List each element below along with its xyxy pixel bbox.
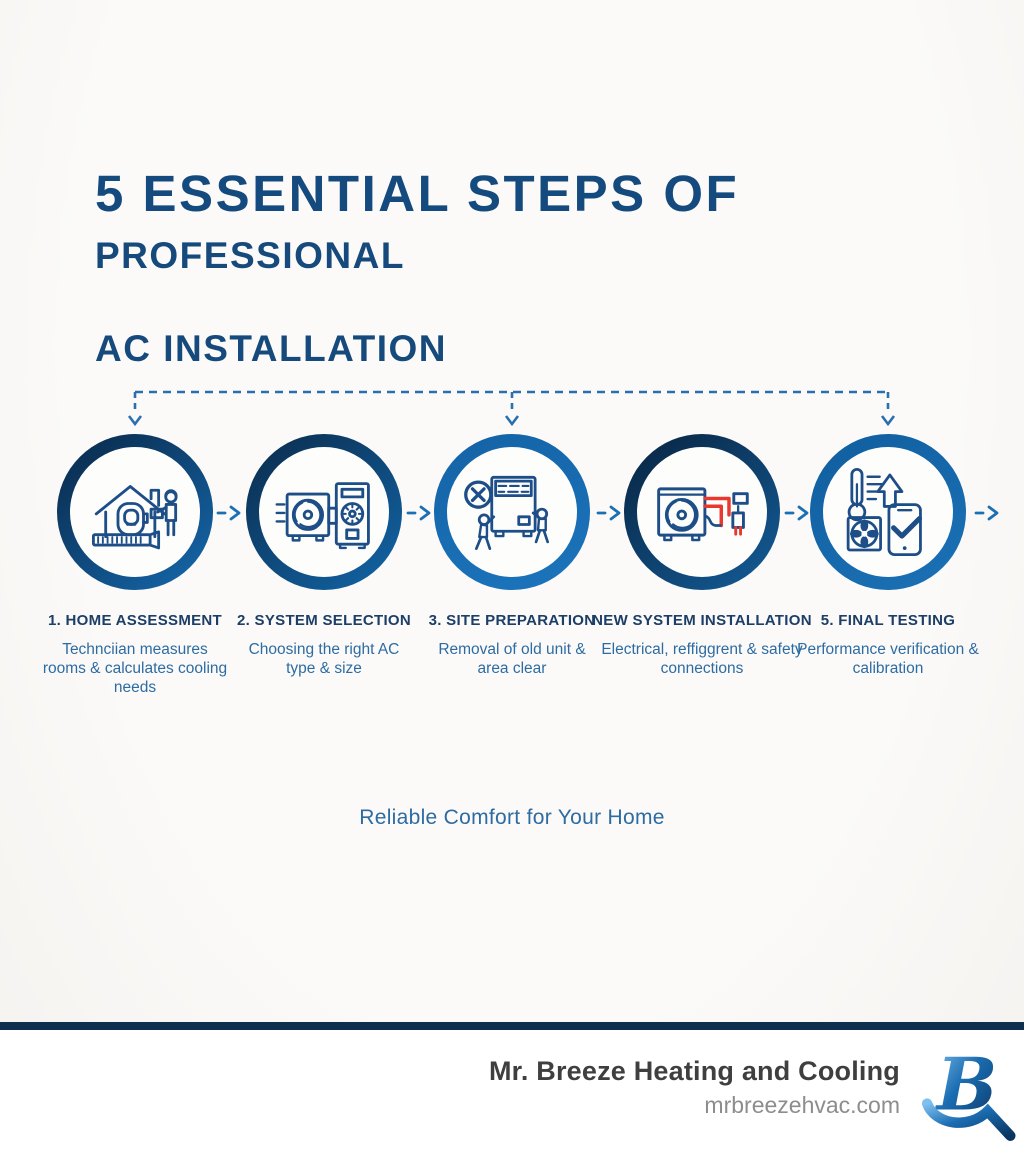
tagline: Reliable Comfort for Your Home <box>359 806 665 829</box>
divider-bar <box>0 1022 1024 1030</box>
step-label-4 <box>592 612 812 678</box>
subtitle-line-1: PROFESSIONAL <box>95 235 405 276</box>
step-description: Performance verification & calibration <box>797 641 979 678</box>
step-circle-3 <box>434 434 590 590</box>
flow-arrow-icon <box>974 505 1002 521</box>
flow-arrow-icon <box>406 505 434 521</box>
ac-unit-pair-icon <box>272 467 376 557</box>
mr-breeze-b-logo <box>912 1046 1016 1148</box>
footer-text-block <box>489 1056 900 1119</box>
step-description: Technciian measures rooms & calculates cooling needs <box>42 641 228 697</box>
step-label-5 <box>790 612 986 678</box>
website-url: mrbreezehvac.com <box>704 1092 900 1118</box>
title-block <box>95 165 740 373</box>
svg-text:B: B <box>936 1046 998 1127</box>
dashed-connector-line <box>0 383 1024 431</box>
down-arrow-icon <box>882 416 894 424</box>
flow-arrow-icon <box>596 505 624 521</box>
company-name: Mr. Breeze Heating and Cooling <box>488 1056 900 1086</box>
step-circle-4 <box>624 434 780 590</box>
step-title: 3. SITE PREPARATION <box>428 612 596 629</box>
step-description: Removal of old unit & area clear <box>438 641 586 678</box>
step-label-2 <box>234 612 414 678</box>
step-title: 1. HOME ASSESSMENT <box>47 612 223 629</box>
step-description: Electrical, reffiggrent & safety connections <box>601 641 803 678</box>
page-subtitle <box>95 233 739 373</box>
step-circle-1 <box>57 434 213 590</box>
home-assessment-icon <box>83 464 187 560</box>
step-label-1 <box>40 612 230 698</box>
old-unit-removal-icon <box>459 463 565 561</box>
flow-arrow-icon <box>216 505 244 521</box>
page-title: 5 ESSENTIAL STEPS OF <box>95 165 740 222</box>
condenser-wiring-icon <box>649 467 755 557</box>
flow-arrow-icon <box>784 505 812 521</box>
step-circle-2 <box>246 434 402 590</box>
step-title: 2. SYSTEM SELECTION <box>236 612 412 629</box>
step-title: 5. FINAL TESTING <box>820 612 956 629</box>
step-title: NEW SYSTEM INSTALLATION <box>592 612 812 629</box>
down-arrow-icon <box>129 416 141 424</box>
step-label-3 <box>422 612 602 678</box>
step-circle-5 <box>810 434 966 590</box>
down-arrow-icon <box>506 416 518 424</box>
testing-calibration-icon <box>837 462 939 562</box>
subtitle-line-2: AC INSTALLATION <box>95 328 448 370</box>
step-description: Choosing the right AC type & size <box>248 641 400 678</box>
